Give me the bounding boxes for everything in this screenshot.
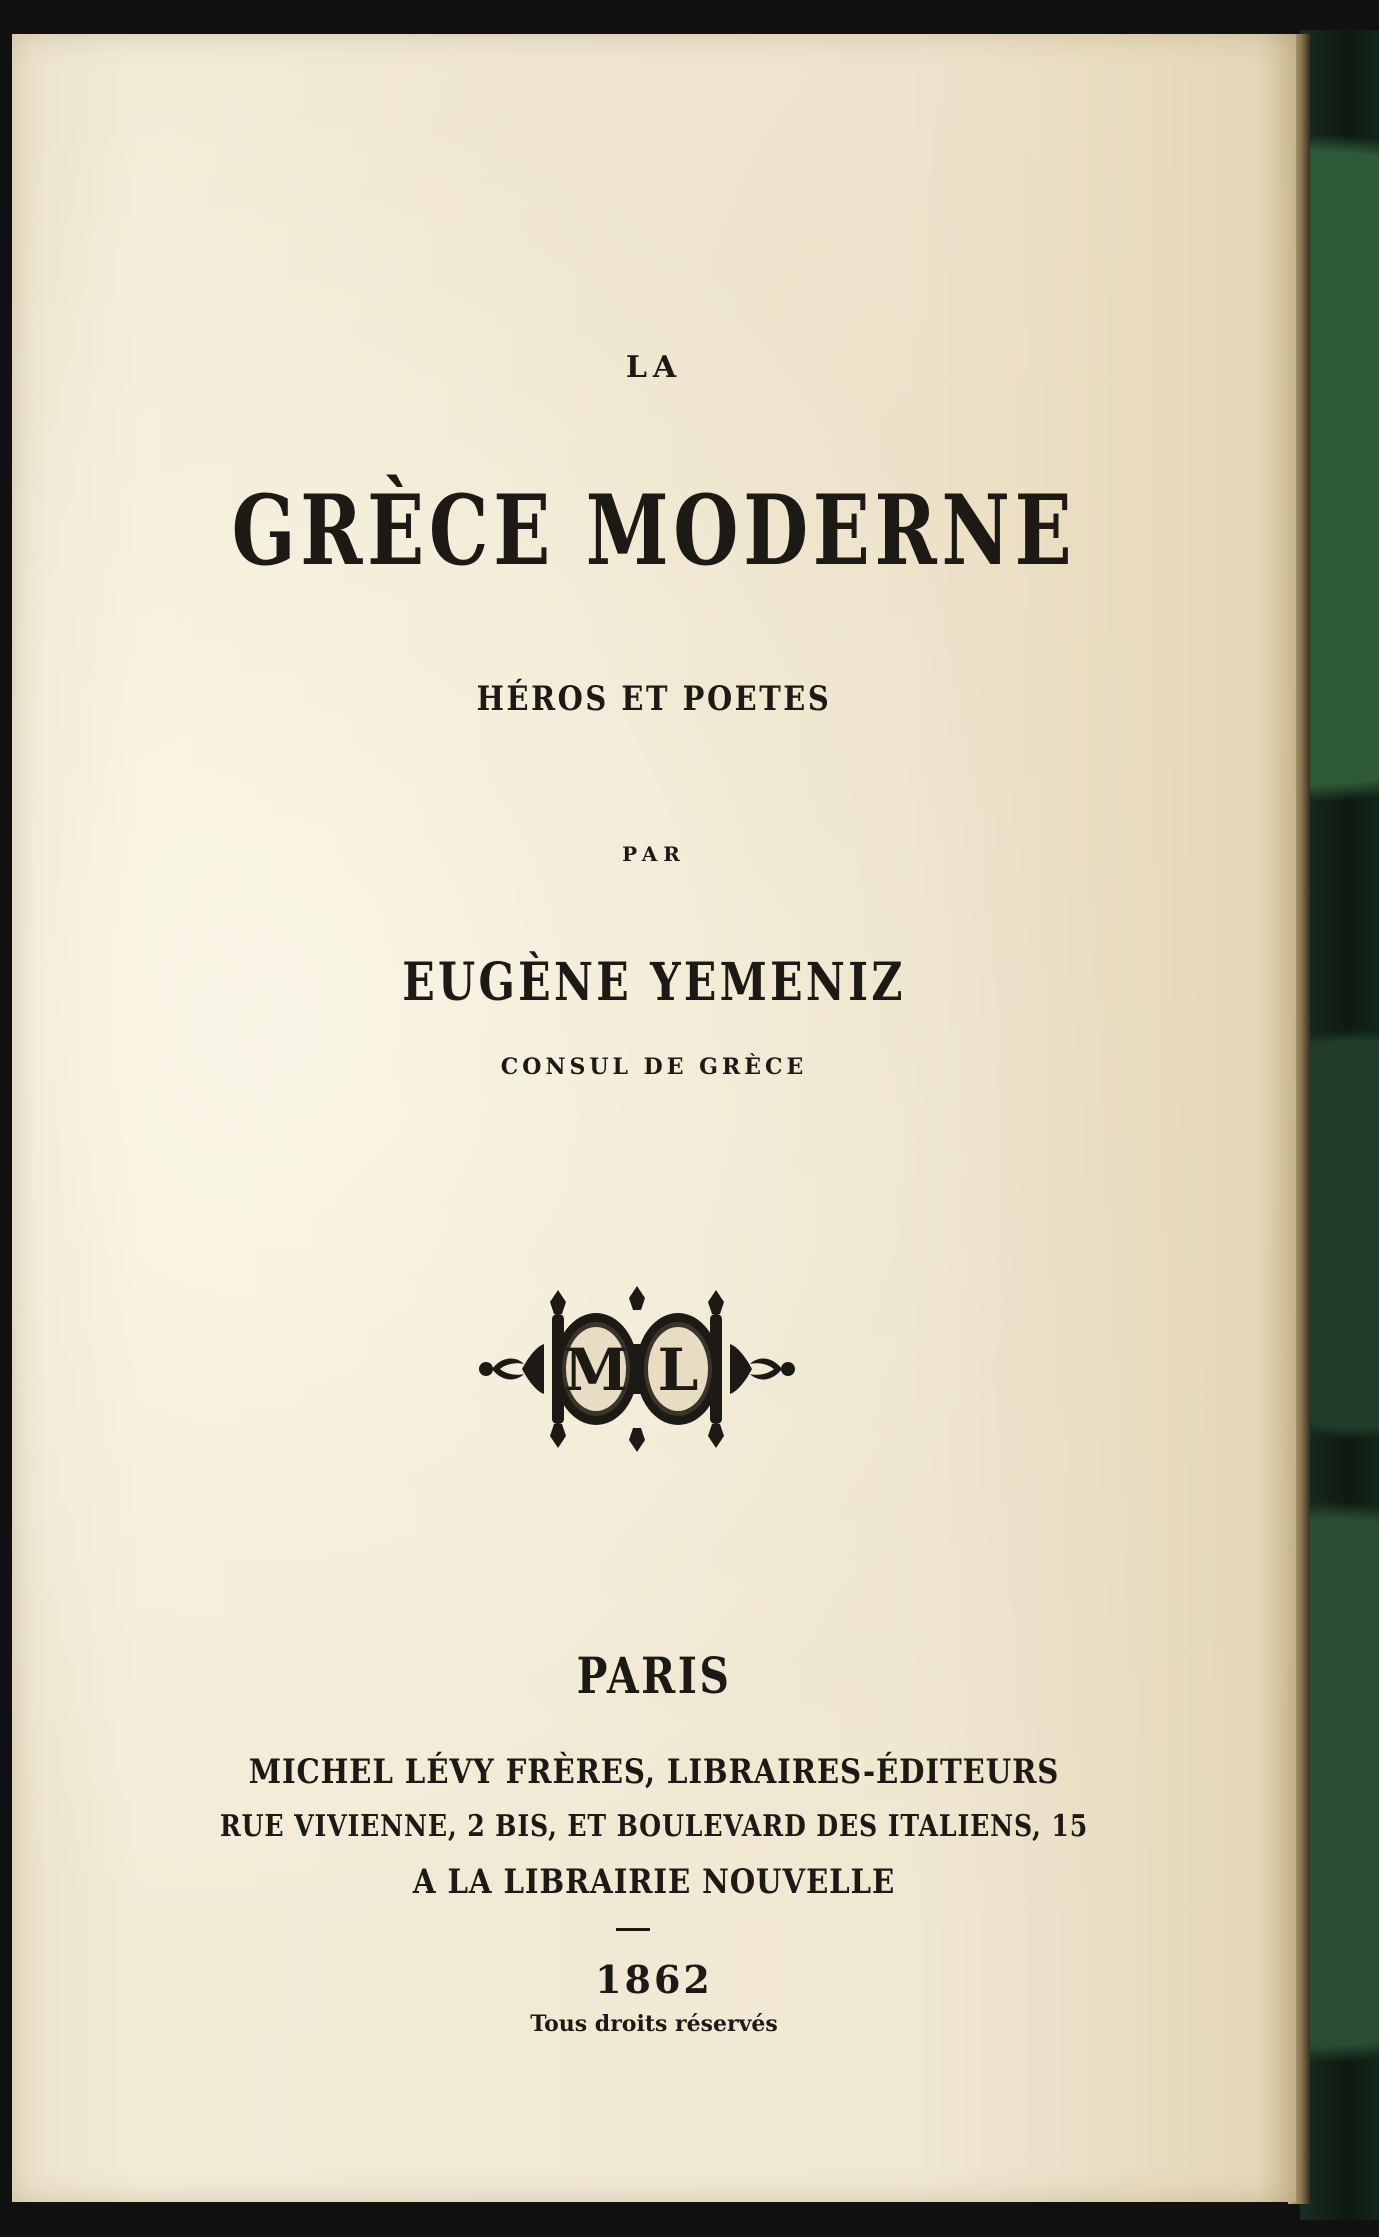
book-title: GRÈCE MODERNE <box>231 474 1077 587</box>
svg-text:L: L <box>657 1336 699 1404</box>
bookstore-name: A LA LIBRAIRIE NOUVELLE <box>412 1862 896 1902</box>
publisher-address: RUE VIVIENNE, 2 BIS, ET BOULEVARD DES ITALIENS, 15 <box>219 1809 1089 1844</box>
marbled-cover-edge <box>1300 30 1379 2220</box>
publisher-name: MICHEL LÉVY FRÈRES, LIBRAIRES-ÉDITEURS <box>248 1752 1060 1792</box>
rights-notice: Tous droits réservés <box>530 2011 778 2037</box>
svg-text:M: M <box>563 1336 629 1404</box>
title-article: LA <box>625 350 683 385</box>
author-name: EUGÈNE YEMENIZ <box>402 952 906 1013</box>
publication-year: 1862 <box>595 1957 713 2002</box>
title-page <box>12 34 1296 2202</box>
author-role: CONSUL DE GRÈCE <box>500 1054 808 1080</box>
printer-mark-ml-icon <box>472 1284 802 1454</box>
imprint-city: PARIS <box>576 1646 732 1705</box>
divider-rule <box>616 1928 650 1931</box>
by-line: PAR <box>622 842 686 866</box>
book-subtitle: HÉROS ET POETES <box>476 679 832 719</box>
